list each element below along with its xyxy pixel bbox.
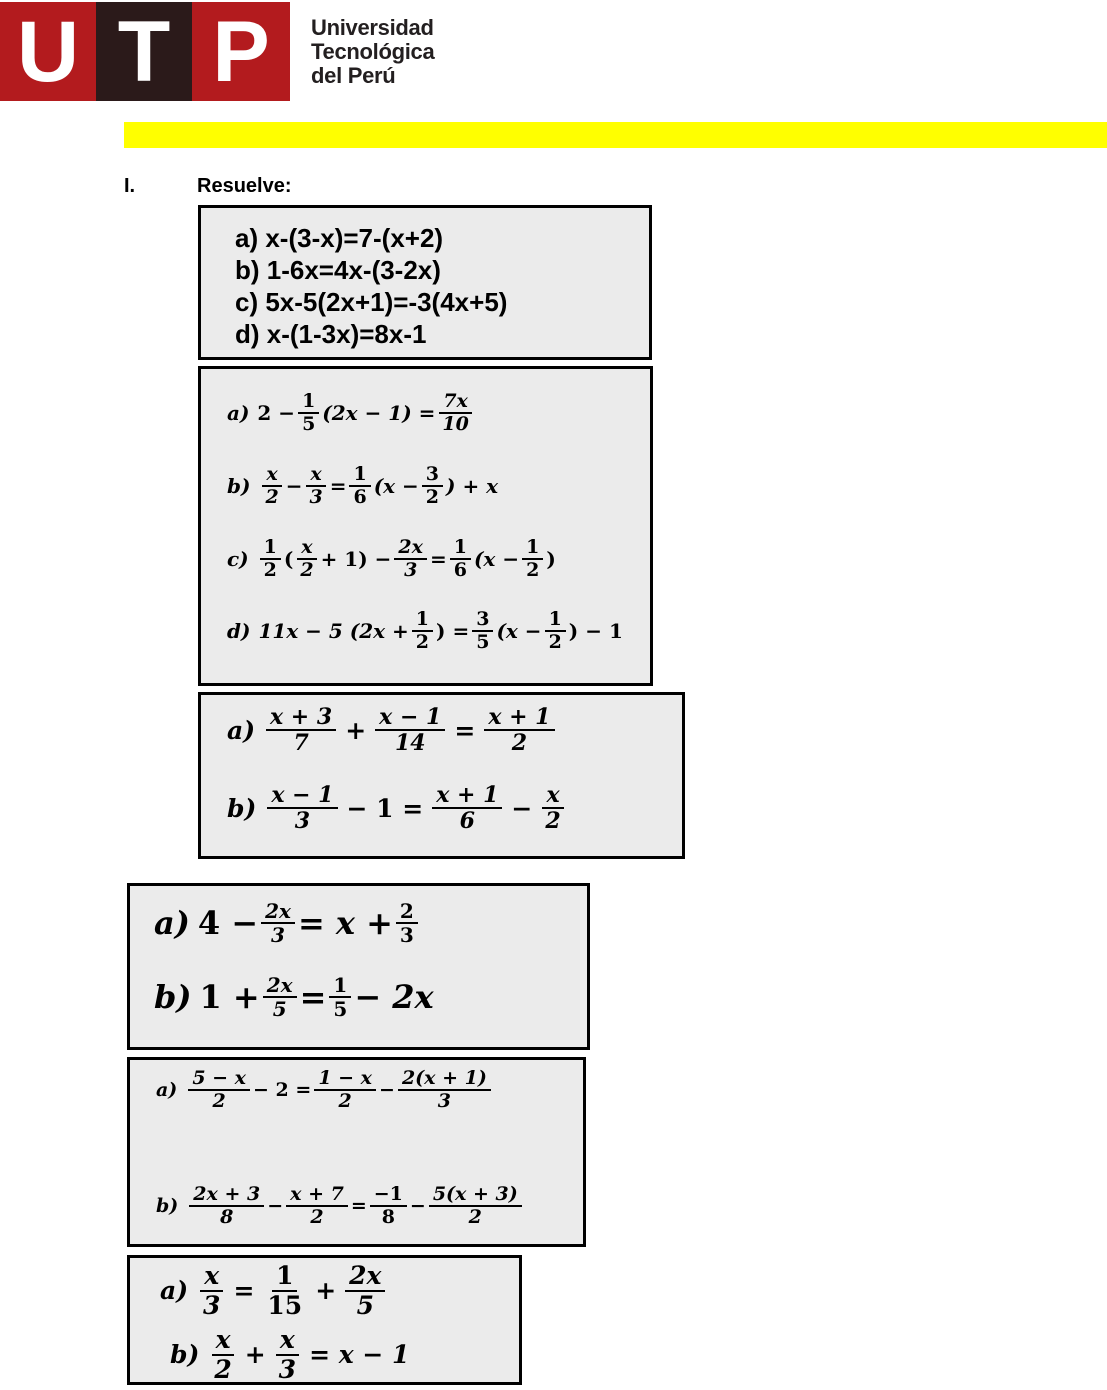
numerator: 1 xyxy=(329,974,351,998)
denominator: 2 xyxy=(526,558,540,581)
numerator: 1 − x xyxy=(314,1068,376,1091)
logo-name-line: Tecnológica xyxy=(311,39,435,64)
denominator: 8 xyxy=(381,1205,395,1228)
equation-a: a) x-(3-x)=7-(x+2) xyxy=(235,223,444,253)
equation-b: b) 1-6x=4x-(3-2x) xyxy=(235,255,441,285)
denominator: 3 xyxy=(203,1290,221,1320)
equation-label: b) xyxy=(227,793,257,823)
fraction xyxy=(345,1262,385,1319)
fraction xyxy=(263,1262,306,1319)
denominator: 3 xyxy=(278,1354,297,1384)
logo-name-line: Universidad xyxy=(311,15,434,40)
fraction xyxy=(349,464,370,508)
exercise-box-2 xyxy=(198,366,653,686)
fraction xyxy=(305,464,326,508)
equation-term: − 1 = xyxy=(346,793,424,823)
numerator: x xyxy=(306,464,325,487)
fraction xyxy=(432,783,502,833)
numerator: x + 1 xyxy=(432,783,502,809)
exercise-box-3 xyxy=(198,692,685,859)
numerator: 1 xyxy=(545,609,566,632)
equation-label: b) xyxy=(227,473,251,498)
equation-label: b) xyxy=(170,1340,200,1369)
fraction xyxy=(370,1184,407,1228)
numerator: 2x xyxy=(261,900,295,924)
numerator: x + 7 xyxy=(286,1184,348,1207)
numerator: 2x xyxy=(394,537,427,560)
numerator: 2(x + 1) xyxy=(398,1068,491,1091)
equation-b xyxy=(170,1326,415,1383)
numerator: x xyxy=(262,464,281,487)
exercise-box-4 xyxy=(127,883,590,1050)
fraction xyxy=(296,537,317,581)
denominator: 3 xyxy=(271,923,285,947)
fraction xyxy=(314,1068,376,1112)
equation-term: + xyxy=(315,1276,337,1305)
equation-label: a) xyxy=(227,715,256,745)
equation-d xyxy=(227,609,623,653)
fraction xyxy=(396,900,418,946)
fraction xyxy=(199,1262,224,1319)
fraction xyxy=(545,609,566,653)
fraction xyxy=(450,537,471,581)
fraction xyxy=(189,1184,264,1228)
numerator: 1 xyxy=(260,537,281,560)
numerator: 3 xyxy=(422,464,443,487)
fraction xyxy=(210,1326,235,1383)
denominator: 2 xyxy=(415,630,430,653)
equation-term: + 1) − xyxy=(320,546,392,571)
numerator: x + 3 xyxy=(266,705,336,731)
denominator: 2 xyxy=(265,485,279,508)
numerator: 3 xyxy=(472,609,493,632)
fraction xyxy=(298,391,319,435)
section-title: Resuelve: xyxy=(197,175,292,197)
numerator: x xyxy=(297,537,316,560)
logo-letter-p: P xyxy=(192,2,290,101)
logo-letter-t: T xyxy=(96,2,192,101)
denominator: 14 xyxy=(394,730,426,757)
logo-name-line: del Perú xyxy=(311,63,396,88)
denominator: 10 xyxy=(442,412,469,435)
logo-university-name xyxy=(311,16,434,88)
denominator: 2 xyxy=(310,1205,324,1228)
numerator: 7x xyxy=(439,391,472,414)
numerator: 2 xyxy=(396,900,418,924)
denominator: 3 xyxy=(309,485,323,508)
fraction xyxy=(412,609,433,653)
equation-label: a) xyxy=(227,400,250,425)
equation-term: 2 − xyxy=(257,400,296,425)
equation-term: − xyxy=(409,1194,426,1217)
equation-term: − xyxy=(267,1194,284,1217)
denominator: 7 xyxy=(293,730,309,757)
numerator: 5 − x xyxy=(188,1068,250,1091)
highlight-bar xyxy=(124,122,1107,148)
fraction xyxy=(438,391,472,435)
equation-term: = xyxy=(350,1194,367,1217)
numerator: 2x xyxy=(263,974,297,998)
equation-term: = x − 1 xyxy=(309,1340,410,1369)
equation-term: (x − xyxy=(373,473,419,498)
equation-term: 4 − xyxy=(197,904,259,942)
numerator: 2x xyxy=(345,1262,385,1292)
denominator: 6 xyxy=(353,485,367,508)
fraction xyxy=(375,705,445,755)
fraction xyxy=(266,705,336,755)
denominator: 3 xyxy=(404,558,418,581)
denominator: 3 xyxy=(294,808,311,835)
denominator: 6 xyxy=(459,808,475,835)
numerator: 1 xyxy=(272,1262,297,1292)
equation-term: ) = xyxy=(436,618,470,643)
equation-b xyxy=(154,974,434,1020)
fraction xyxy=(263,974,297,1020)
denominator: 2 xyxy=(425,485,440,508)
denominator: 2 xyxy=(214,1354,232,1384)
fraction xyxy=(329,974,351,1020)
equation-term: − 2x xyxy=(354,978,434,1016)
denominator: 6 xyxy=(453,558,467,581)
fraction xyxy=(394,537,427,581)
equation-term: = xyxy=(429,546,447,571)
fraction xyxy=(260,537,281,581)
equation-c: c) 5x-5(2x+1)=-3(4x+5) xyxy=(235,287,508,317)
equation-c xyxy=(227,537,556,581)
denominator: 5 xyxy=(333,997,348,1021)
equation-term: 11x − 5 (2x + xyxy=(258,618,409,643)
equation-term: ( xyxy=(283,546,294,571)
equation-label: b) xyxy=(154,978,192,1016)
numerator: 1 xyxy=(450,537,471,560)
numerator: x + 1 xyxy=(484,705,554,731)
denominator: 2 xyxy=(545,808,561,835)
equation-term: = x + xyxy=(297,904,393,942)
denominator: 8 xyxy=(220,1205,234,1228)
numerator: 5(x + 3) xyxy=(429,1184,522,1207)
fraction xyxy=(188,1068,250,1112)
numerator: x xyxy=(200,1262,223,1292)
equation-label: d) xyxy=(227,618,251,643)
denominator: 15 xyxy=(267,1290,303,1320)
equation-term: − xyxy=(379,1078,395,1101)
fraction xyxy=(275,1326,300,1383)
equation-term: = xyxy=(233,1276,255,1305)
equation-a xyxy=(227,391,476,435)
equation-term: (x − xyxy=(496,618,542,643)
equation-term: − 2 = xyxy=(253,1078,312,1101)
denominator: 5 xyxy=(476,630,490,653)
fraction xyxy=(422,464,443,508)
numerator: x − 1 xyxy=(375,705,445,731)
equation-a xyxy=(227,705,558,755)
equation-term: + xyxy=(244,1340,266,1369)
equation-label: a) xyxy=(154,904,190,942)
equation-term: (2x − 1) = xyxy=(322,400,436,425)
equation-a xyxy=(156,1068,494,1112)
equation-term: = xyxy=(299,978,327,1016)
denominator: 3 xyxy=(437,1089,451,1112)
denominator: 5 xyxy=(356,1290,374,1320)
equation-term: = xyxy=(454,715,476,745)
equation-b xyxy=(227,464,498,508)
equation-a xyxy=(154,900,421,946)
fraction xyxy=(472,609,493,653)
section-number: I. xyxy=(124,175,136,197)
numerator: 2x + 3 xyxy=(189,1184,264,1207)
denominator: 2 xyxy=(263,558,277,581)
fraction xyxy=(484,705,554,755)
denominator: 2 xyxy=(468,1205,482,1228)
equation-label: b) xyxy=(156,1194,179,1217)
equation-a xyxy=(160,1262,388,1319)
fraction xyxy=(522,537,543,581)
fraction xyxy=(541,783,564,833)
fraction xyxy=(429,1184,522,1228)
equation-label: c) xyxy=(227,546,249,571)
denominator: 3 xyxy=(399,923,414,947)
fraction xyxy=(286,1184,348,1228)
exercise-box-6 xyxy=(127,1255,522,1385)
numerator: 1 xyxy=(522,537,543,560)
equation-term: = xyxy=(329,473,347,498)
equation-label: a) xyxy=(160,1276,189,1305)
numerator: x − 1 xyxy=(267,783,337,809)
numerator: 1 xyxy=(298,391,319,414)
denominator: 5 xyxy=(302,412,316,435)
numerator: x xyxy=(542,783,563,809)
numerator: −1 xyxy=(370,1184,407,1207)
fraction xyxy=(261,900,295,946)
numerator: 1 xyxy=(412,609,433,632)
equation-b xyxy=(227,783,568,833)
equation-label: a) xyxy=(156,1078,178,1101)
denominator: 5 xyxy=(272,997,287,1021)
logo-letter-u: U xyxy=(0,2,96,101)
denominator: 2 xyxy=(338,1089,352,1112)
equation-term: ) xyxy=(546,546,556,571)
equation-term: 1 + xyxy=(199,978,260,1016)
denominator: 2 xyxy=(212,1089,226,1112)
equation-d: d) x-(1-3x)=8x-1 xyxy=(235,319,427,349)
equation-b xyxy=(156,1184,525,1228)
fraction xyxy=(398,1068,491,1112)
equation-term: − xyxy=(285,473,303,498)
equation-term: (x − xyxy=(473,546,520,571)
equation-term: ) + x xyxy=(446,473,499,498)
equation-term: ) − 1 xyxy=(568,618,623,643)
denominator: 2 xyxy=(511,730,528,757)
equation-term: − xyxy=(511,793,533,823)
exercise-box-1 xyxy=(198,205,652,360)
exercise-box-5 xyxy=(127,1057,586,1247)
denominator: 2 xyxy=(548,630,562,653)
numerator: x xyxy=(276,1326,299,1356)
equation-term: + xyxy=(345,715,367,745)
numerator: 1 xyxy=(349,464,370,487)
fraction xyxy=(267,783,337,833)
fraction xyxy=(261,464,282,508)
numerator: x xyxy=(212,1326,235,1356)
denominator: 2 xyxy=(300,558,314,581)
